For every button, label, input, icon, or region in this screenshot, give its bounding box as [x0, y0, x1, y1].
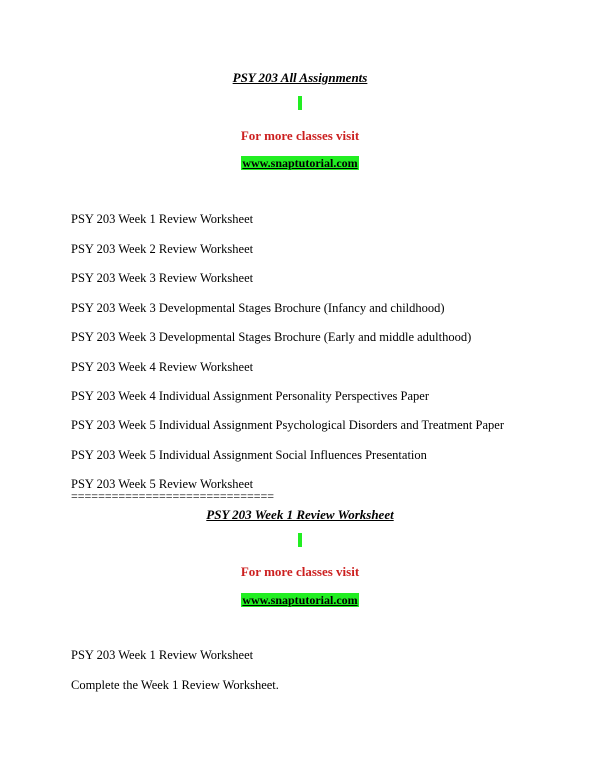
green-marker — [298, 533, 302, 547]
list-item: PSY 203 Week 4 Review Worksheet — [71, 360, 254, 374]
list-item: PSY 203 Week 3 Developmental Stages Brochure (Infancy and childhood) — [71, 301, 445, 315]
promo-link[interactable]: www.snaptutorial.com — [242, 156, 358, 170]
promo-link-container — [0, 156, 600, 171]
green-marker — [298, 96, 302, 110]
section-promo-link[interactable]: www.snaptutorial.com — [242, 593, 358, 607]
list-item: PSY 203 Week 5 Individual Assignment Psychological Disorders and Treatment Paper — [71, 418, 504, 432]
section-paragraph: Complete the Week 1 Review Worksheet. — [71, 678, 279, 692]
section-paragraph: PSY 203 Week 1 Review Worksheet — [71, 648, 254, 662]
list-item: PSY 203 Week 4 Individual Assignment Personality Perspectives Paper — [71, 389, 429, 403]
section-promo-link-container — [0, 593, 600, 608]
list-item: PSY 203 Week 5 Review Worksheet — [71, 477, 254, 491]
list-item: PSY 203 Week 5 Individual Assignment Social Influences Presentation — [71, 448, 427, 462]
document-title: PSY 203 All Assignments — [232, 70, 368, 85]
list-item: PSY 203 Week 3 Review Worksheet — [71, 271, 254, 285]
list-item: PSY 203 Week 3 Developmental Stages Brochure (Early and middle adulthood) — [71, 330, 472, 344]
section-title: PSY 203 Week 1 Review Worksheet — [206, 507, 394, 522]
list-item: PSY 203 Week 2 Review Worksheet — [71, 242, 254, 256]
list-item: PSY 203 Week 1 Review Worksheet — [71, 212, 254, 226]
section-divider: ============================== — [71, 489, 275, 503]
promo-text: For more classes visit — [240, 128, 360, 143]
section-promo-text: For more classes visit — [240, 564, 360, 579]
